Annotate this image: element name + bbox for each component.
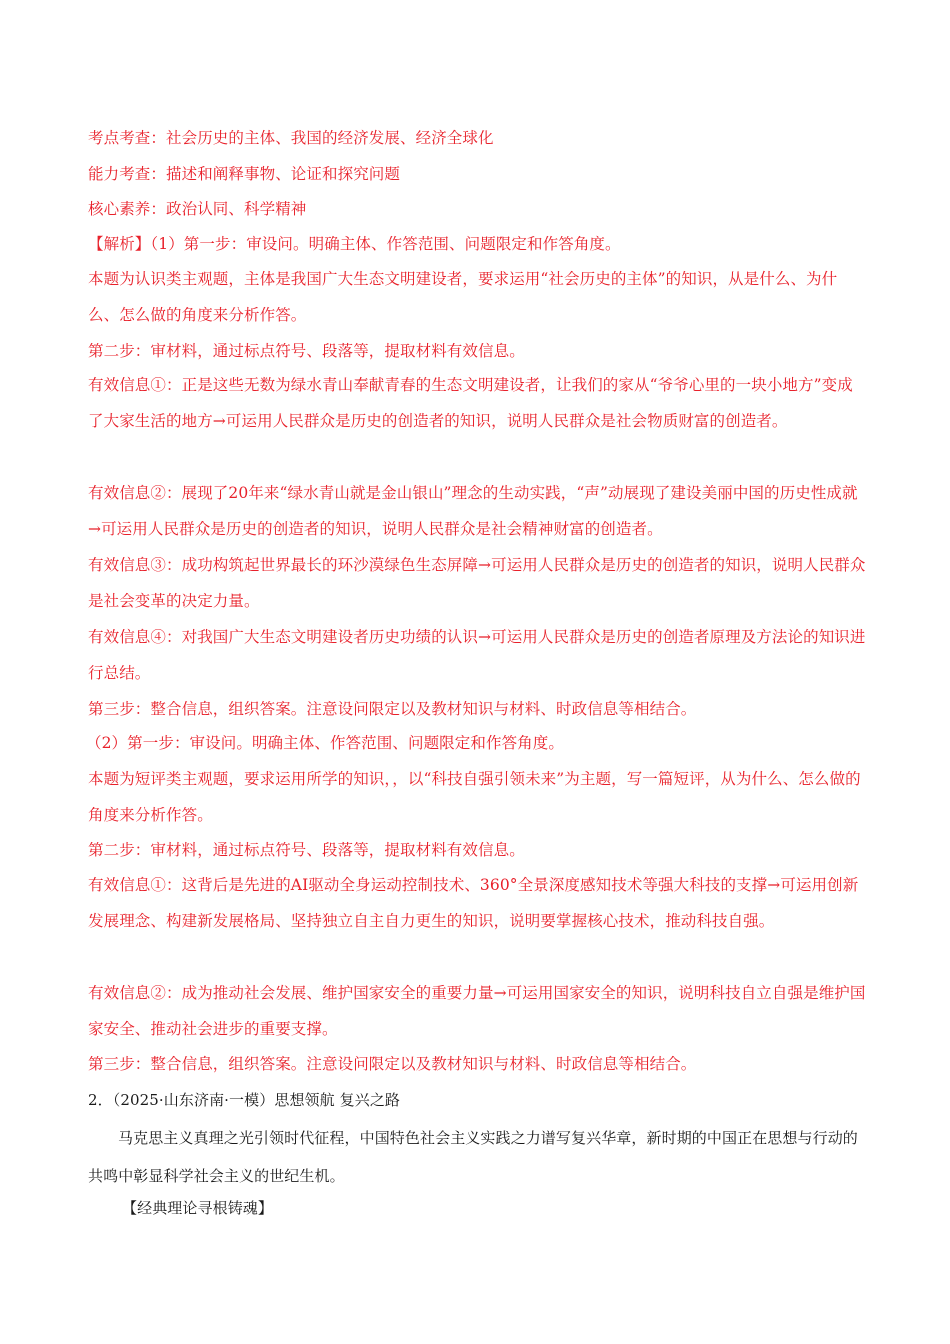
p2-step3: 第三步：整合信息，组织答案。注意设问限定以及教材知识与材料、时政信息等相结合。	[88, 1055, 697, 1073]
question-2-section-heading: 【经典理论寻根铸魂】	[122, 1199, 274, 1217]
p1-info3: 有效信息③：成功构筑起世界最长的环沙漠绿色生态屏障→可运用人民群众是历史的创造者的知识，说明人民群众是社会变革的决定力量。	[88, 556, 866, 610]
p1-step3: 第三步：整合信息，组织答案。注意设问限定以及教材知识与材料、时政信息等相结合。	[88, 700, 697, 718]
hexin-line: 核心素养：政治认同、科学精神	[88, 200, 307, 218]
p1-info1: 有效信息①：正是这些无数为绿水青山奉献青春的生态文明建设者，让我们的家从“爷爷心里的一块小地方”变成了大家生活的地方→可运用人民群众是历史的创造者的知识，说明人民群众是社会物质财富的创造者。	[88, 376, 853, 430]
p2-intro: 本题为短评类主观题，要求运用所学的知识，，以“科技自强引领未来”为主题，写一篇短评，从为什么、怎么做的角度来分析作答。	[88, 770, 861, 824]
question-2-title: 2．（2025·山东济南·一模）思想领航 复兴之路	[88, 1091, 401, 1109]
p2-step2: 第二步：审材料，通过标点符号、段落等，提取材料有效信息。	[88, 841, 525, 859]
p1-step2: 第二步：审材料，通过标点符号、段落等，提取材料有效信息。	[88, 342, 525, 360]
p2-heading: （2）第一步：审设问。明确主体、作答范围、问题限定和作答角度。	[86, 734, 564, 752]
question-2-paragraph: 马克思主义真理之光引领时代征程，中国特色社会主义实践之力谱写复兴华章，新时期的中国正在思想与行动的共鸣中彰显科学社会主义的世纪生机。	[88, 1129, 858, 1185]
p1-info2: 有效信息②：展现了20年来“绿水青山就是金山银山”理念的生动实践，“声”动展现了建设美丽中国的历史性成就→可运用人民群众是历史的创造者的知识，说明人民群众是社会精神财富的创造者。	[88, 484, 858, 538]
p1-info4: 有效信息④：对我国广大生态文明建设者历史功绩的认识→可运用人民群众是历史的创造者原理及方法论的知识进行总结。	[88, 628, 866, 682]
p2-info1: 有效信息①：这背后是先进的AI驱动全身运动控制技术、360°全景深度感知技术等强大科技的支撑→可运用创新发展理念、构建新发展格局、坚持独立自主自力更生的知识，说明要掌握核心技术，推动科技自强。	[88, 876, 859, 930]
kaodian-line: 考点考查：社会历史的主体、我国的经济发展、经济全球化	[88, 129, 494, 147]
p1-intro: 本题为认识类主观题，主体是我国广大生态文明建设者，要求运用“社会历史的主体”的知识，从是什么、为什么、怎么做的角度来分析作答。	[88, 270, 838, 324]
nengli-line: 能力考查：描述和阐释事物、论证和探究问题	[88, 165, 401, 183]
jiexi-heading: 【解析】（1）第一步：审设问。明确主体、作答范围、问题限定和作答角度。	[88, 235, 621, 253]
p2-info2: 有效信息②：成为推动社会发展、维护国家安全的重要力量→可运用国家安全的知识，说明科技自立自强是维护国家安全、推动社会进步的重要支撑。	[88, 984, 866, 1038]
